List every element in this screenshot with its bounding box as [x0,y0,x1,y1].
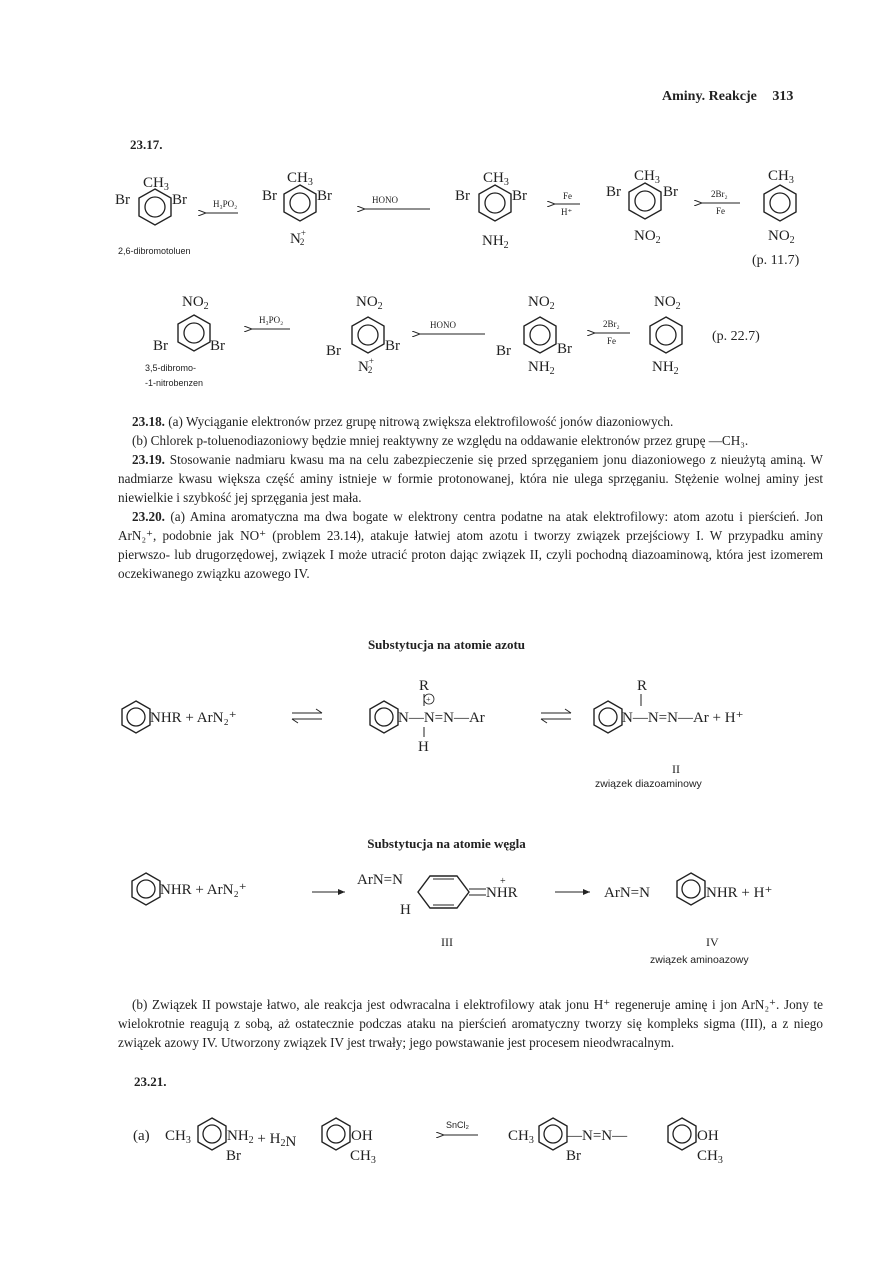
molecule-amine-1 [455,170,527,251]
svg-text:Br: Br [496,343,511,359]
azo-product-arn: ArN=N [604,885,650,901]
heading-carbon: Substytucja na atomie węgla [367,836,526,851]
svg-text:Br: Br [385,338,400,354]
svg-text:NO2: $NO_2$ [654,294,681,312]
svg-text:+: + [500,876,506,887]
svg-text:CH3: $CH_3$ [634,168,660,186]
svg-text:Br: Br [172,192,187,208]
sigma-complex-arn: ArN=N [357,872,403,888]
svg-text:NO2: $NO_2$ [634,228,661,246]
caption-nitrobenzen-2: -1-nitrobenzen [145,378,204,388]
problem-number-23-17: 23.17. [130,137,163,152]
svg-text:Br: Br [226,1148,241,1164]
caption-nitrobenzen-1: 3,5-dibromo- [145,363,197,373]
molecule-diazonium-1 [262,170,332,247]
reagent-2br2-2: 2Br₂ [603,319,620,329]
svg-text:Br: Br [115,192,130,208]
svg-text:Br: Br [606,184,621,200]
svg-text:—N=N—: —N=N— [567,1128,628,1144]
text-23-19: Stosowanie nadmiaru kwasu ma na celu zabezpieczenie się przed sprzęganiem jonu diazoniowego z nieużytą aminą. W nadmiarze kwasu większa część aminy istnieje w formie protonowanej, która nie ulega sprzęganiu. Stężenie wolnej aminy jest niewielkie i szybkość jej sprzęgania jest mała. [118,452,824,505]
sigma-complex-nhr: NHR [486,885,518,901]
svg-text:H: H [400,902,411,918]
svg-text:Br: Br [566,1148,581,1164]
svg-text:OH: OH [351,1128,373,1144]
svg-text:Br: Br [455,188,470,204]
molecule-dibromonitrobenzene [153,294,225,354]
svg-text:CH3: $CH_3$ [508,1128,534,1146]
svg-text:CH3: $CH_3$ [350,1148,376,1166]
svg-text:CH3: $CH_3$ [165,1128,191,1146]
svg-text:NH2: $NH_2$ [482,233,509,251]
molecule-dibromotoluene [115,175,187,225]
svg-text:Br: Br [512,188,527,204]
svg-text:CH3: $CH_3$ [483,170,509,188]
molecule-nitro-1 [606,168,678,246]
text-23-18b: (b) Chlorek p-toluenodiazoniowy będzie mniej reaktywny ze względu na oddawanie elektronów przez grupę —CH₃. [132,433,749,448]
svg-text:Br: Br [326,343,341,359]
svg-text:OH: OH [697,1128,719,1144]
svg-text:+: + [426,695,431,704]
text-23-20a: (a) Amina aromatyczna ma dwa bogate w elektrony centra podatne na atak elektrofilowy: atom azotu i pierścień. Jon ArN₂⁺, podobnie jak NO⁺ (problem 23.14), atakuje łatwiej atom azotu i tworzy związek przejściowy I. W przypadku aminy pierwszo- lub drugorzędowej, związek I może utracić proton dając związek II, czyli pochodną diazoaminową, która jest izomerem oczekiwanego związku azowego IV. [118,509,823,581]
reagent-hono-1: HONO [372,195,398,205]
intermediate-i: N—N=N—Ar [398,710,485,726]
reagent-fe-1: Fe [563,191,572,201]
label-iv: IV [706,935,719,949]
scheme-carbon [132,872,772,918]
reactant-nhr: NHR + ArN₂⁺ [150,710,237,726]
svg-text:Br: Br [262,188,277,204]
num-23-20: 23.20. [132,509,165,524]
reagent-hplus: H⁺ [561,207,573,217]
svg-text:NH2 + H2N: $NH_2 + H_2N$ [227,1128,297,1150]
num-23-21: 23.21. [134,1074,167,1089]
svg-text:R: R [637,678,648,694]
svg-text:CH3: $CH_3$ [697,1148,723,1166]
reagent-2br2-1: 2Br₂ [711,189,728,199]
reactant-carbon: NHR + ArN₂⁺ [160,882,247,898]
svg-text:Br: Br [557,341,572,357]
svg-text:Br: Br [663,184,678,200]
label-ii: II [672,762,680,776]
svg-text:Br: Br [210,338,225,354]
svg-text:NO2: $NO_2$ [768,228,795,246]
svg-text:NO2: $NO_2$ [528,294,555,312]
heading-nitrogen: Substytucja na atomie azotu [367,637,526,652]
svg-text:H: H [418,739,429,755]
svg-text:NH2: $NH_2$ [652,359,679,377]
caption-dibromotoluen: 2,6-dibromotoluen [118,246,191,256]
page-number: 313 [772,89,794,104]
text-23-20b: (b) Związek II powstaje łatwo, ale reakcja jest odwracalna i elektrofilowy atak jonu H⁺ regeneruje aminę i jon ArN₂⁺. Jony te wielokrotnie reagują z sobą, aż ostatecznie podczas ataku na pierścień aromatyczny tworzy się kompleks sigma (III), a z niego związek azowy IV. Utworzony związek IV jest trwały; jego powstawanie jest procesem nieodwracalnym. [118,997,823,1050]
svg-text:NO2: $NO_2$ [356,294,383,312]
scheme-nitrogen [122,678,744,755]
svg-text:R: R [419,678,430,694]
molecule-nitroaniline [650,294,682,377]
molecule-amine-2 [496,294,572,377]
reagent-h3po2-1: H₃PO₂ [213,199,238,209]
molecule-diazonium-2 [326,294,400,375]
answers-block-2 [118,995,823,1052]
reagent-fe-3: Fe [607,336,616,346]
svg-text:CH3: $CH_3$ [143,175,169,193]
azo-product-nhr: NHR + H⁺ [706,885,773,901]
svg-text:Br: Br [153,338,168,354]
svg-text:N+2: N+ 2 [290,228,306,247]
caption-aminoazo: związek aminoazowy [650,954,749,966]
ref-11-7: (p. 11.7) [752,253,800,268]
svg-text:CH3: $CH_3$ [768,168,794,186]
reagent-fe-2: Fe [716,206,725,216]
reagent-hono-2: HONO [430,320,456,330]
svg-text:Br: Br [317,188,332,204]
running-title: Aminy. Reakcje [662,89,757,104]
molecule-nitrotoluene [764,168,796,246]
svg-text:NH2: $NH_2$ [528,359,555,377]
scheme-23-21 [133,1118,723,1166]
reagent-sncl2: SnCl₂ [446,1120,470,1130]
num-23-19: 23.19. [132,452,165,467]
reagent-h3po2-2: H₃PO₂ [259,315,284,325]
product-ii: N—N=N—Ar + H⁺ [622,710,744,726]
num-23-18: 23.18. [132,414,165,429]
caption-diazoamino: związek diazoaminowy [595,778,702,790]
label-iii: III [441,935,453,949]
part-a-label: (a) [133,1128,150,1144]
answers-block-1 [118,412,823,583]
svg-text:N+2: N+ 2 [358,356,374,375]
ref-22-7: (p. 22.7) [712,329,760,344]
svg-text:NO2: $NO_2$ [182,294,209,312]
text-23-18a: (a) Wyciąganie elektronów przez grupę nitrową zwiększa elektrofilowość jonów diazoniowych. [168,414,674,429]
svg-text:CH3: $CH_3$ [287,170,313,188]
